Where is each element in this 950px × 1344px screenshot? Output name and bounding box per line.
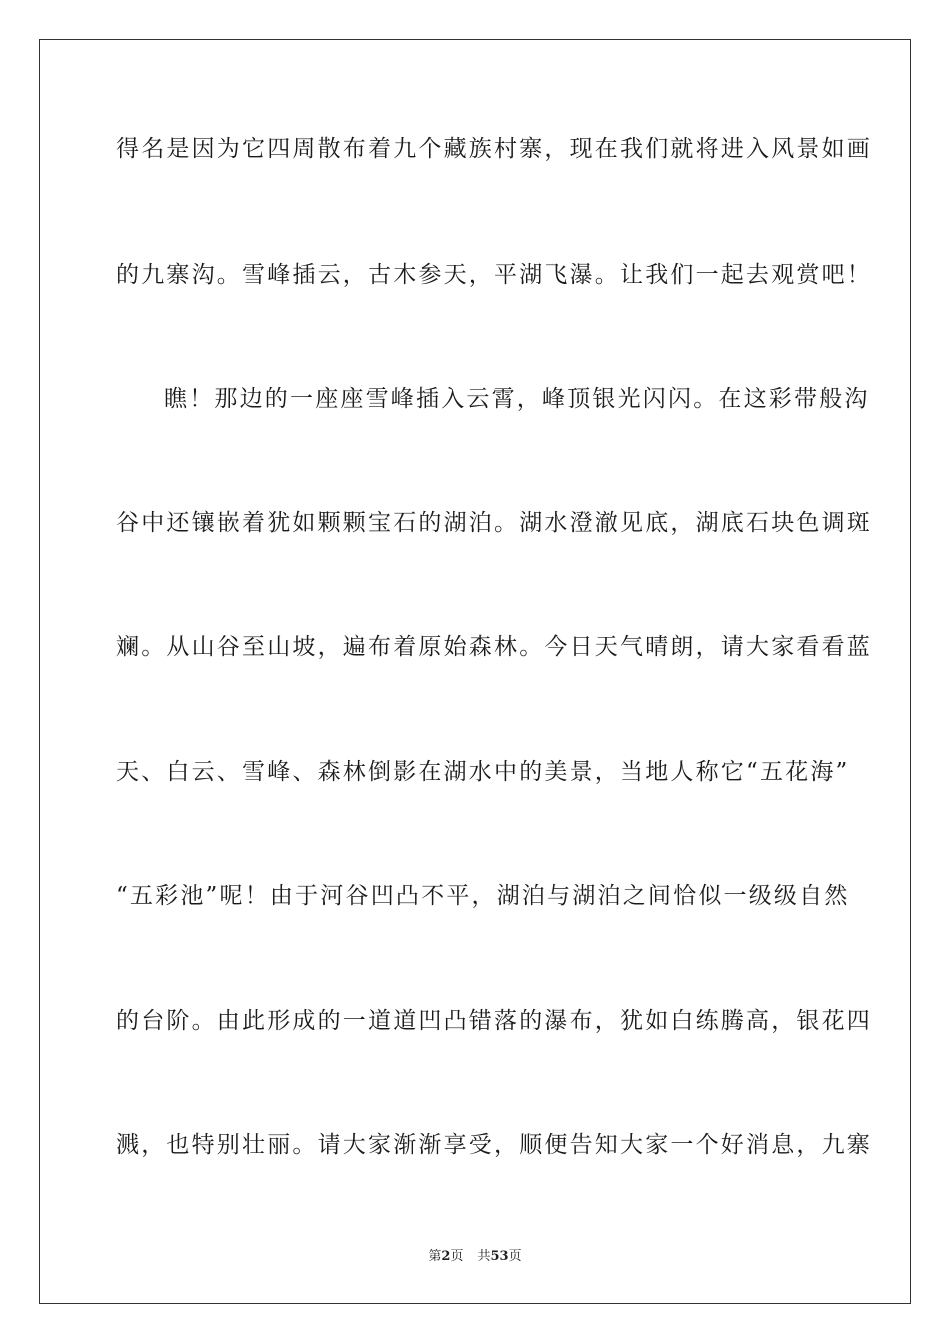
page-footer [0,1248,950,1266]
body-text-line: 斓。从山谷至山坡，遍布着原始森林。今日天气晴朗，请大家看看蓝 [116,634,872,660]
body-text-line: “五彩池”呢！由于河谷凹凸不平，湖泊与湖泊之间恰似一级级自然 [116,883,850,909]
body-text-line: 的九寨沟。雪峰插云，古木参天，平湖飞瀑。让我们一起去观赏吧！ [116,262,872,288]
page-number-total: 53 [490,1249,509,1264]
body-text-line: 瞧！那边的一座座雪峰插入云霄，峰顶银光闪闪。在这彩带般沟 [164,386,870,412]
page-number-current: 2 [441,1249,451,1264]
body-text-line: 的台阶。由此形成的一道道凹凸错落的瀑布，犹如白练腾高，银花四 [116,1008,872,1034]
page-number-suffix: 页 [450,1249,464,1264]
body-text-line: 天、白云、雪峰、森林倒影在湖水中的美景，当地人称它“五花海” [116,759,850,785]
body-text-line: 溅，也特别壮丽。请大家渐渐享受，顺便告知大家一个好消息，九寨 [116,1132,872,1158]
page-total-suffix: 页 [508,1249,522,1264]
page-border [39,39,911,1304]
body-text-line: 得名是因为它四周散布着九个藏族村寨，现在我们就将进入风景如画 [116,136,872,162]
body-text-line: 谷中还镶嵌着犹如颗颗宝石的湖泊。湖水澄澈见底，湖底石块色调斑 [116,510,872,536]
page-number-prefix: 第 [428,1249,442,1264]
page-total-prefix: 共 [477,1249,491,1264]
